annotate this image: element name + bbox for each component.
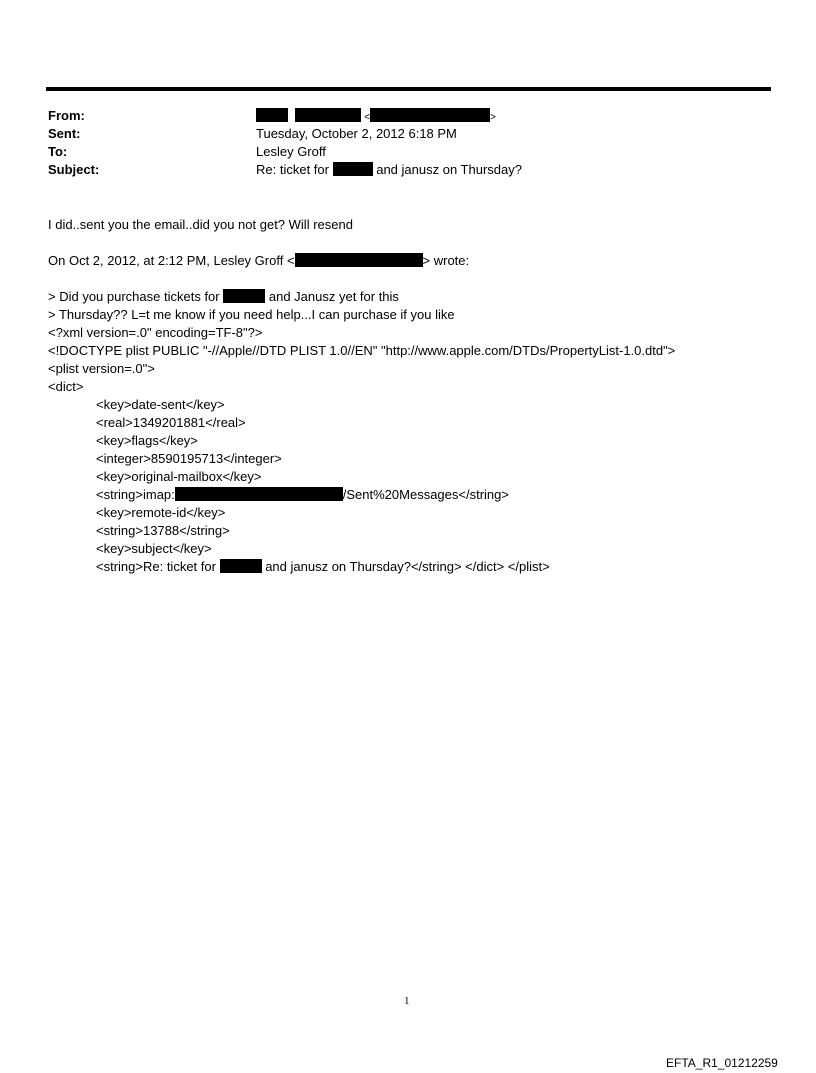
quote-intro-post: > wrote: xyxy=(422,253,470,268)
plist-line-mailbox xyxy=(96,486,509,504)
redaction xyxy=(220,559,262,573)
quoted-line-1 xyxy=(48,288,399,306)
redaction xyxy=(223,289,265,303)
plist-line: <string>13788</string> xyxy=(96,523,230,538)
plist-subject-pre: <string>Re: ticket for xyxy=(96,559,216,574)
quote-intro-pre: On Oct 2, 2012, at 2:12 PM, Lesley Groff < xyxy=(48,253,295,268)
page-number: 1 xyxy=(404,995,410,1007)
bates-number: EFTA_R1_01212259 xyxy=(666,1056,778,1070)
xml-declaration: <?xml version=.0" encoding=TF-8"?> xyxy=(48,325,263,340)
from-label: From: xyxy=(48,108,85,123)
header-rule xyxy=(46,87,771,91)
plist-line: <key>date-sent</key> xyxy=(96,397,225,412)
subject-pre: Re: ticket for xyxy=(256,162,329,177)
dict-open: <dict> xyxy=(48,379,84,394)
plist-line: <key>subject</key> xyxy=(96,541,212,556)
redaction xyxy=(370,108,490,122)
subject-post: and janusz on Thursday? xyxy=(376,162,522,177)
doctype-line: <!DOCTYPE plist PUBLIC "-//Apple//DTD PLIST 1.0//EN" "http://www.apple.com/DTDs/PropertyList-1.0.dtd"> xyxy=(48,343,676,358)
plist-subject-post: and janusz on Thursday?</string> </dict> </plist> xyxy=(265,559,550,574)
quoted-line-1-post: and Janusz yet for this xyxy=(268,289,399,304)
sent-value: Tuesday, October 2, 2012 6:18 PM xyxy=(256,126,457,141)
plist-line: <key>original-mailbox</key> xyxy=(96,469,262,484)
subject-label: Subject: xyxy=(48,162,100,177)
from-email-open: < xyxy=(364,112,371,123)
plist-open: <plist version=.0"> xyxy=(48,361,155,376)
quoted-line-2: > Thursday?? L=t me know if you need help...I can purchase if you like xyxy=(48,307,455,322)
plist-line: <real>1349201881</real> xyxy=(96,415,246,430)
plist-line-subject xyxy=(96,558,550,576)
to-value: Lesley Groff xyxy=(256,144,326,159)
quote-intro xyxy=(48,252,469,270)
redaction xyxy=(295,108,361,122)
plist-line: <key>remote-id</key> xyxy=(96,505,226,520)
quoted-line-1-pre: > Did you purchase tickets for xyxy=(48,289,220,304)
plist-line: <key>flags</key> xyxy=(96,433,198,448)
subject-value xyxy=(256,161,522,179)
redaction xyxy=(175,487,343,501)
sent-label: Sent: xyxy=(48,126,81,141)
plist-line: <integer>8590195713</integer> xyxy=(96,451,282,466)
from-value xyxy=(256,107,496,127)
redaction xyxy=(256,108,288,122)
redaction xyxy=(295,253,423,267)
mailbox-post: /Sent%20Messages</string> xyxy=(342,487,509,502)
mailbox-pre: <string>imap: xyxy=(96,487,175,502)
reply-text: I did..sent you the email..did you not get? Will resend xyxy=(48,217,353,232)
redaction xyxy=(333,162,373,176)
from-email-close: > xyxy=(490,112,496,123)
to-label: To: xyxy=(48,144,68,159)
